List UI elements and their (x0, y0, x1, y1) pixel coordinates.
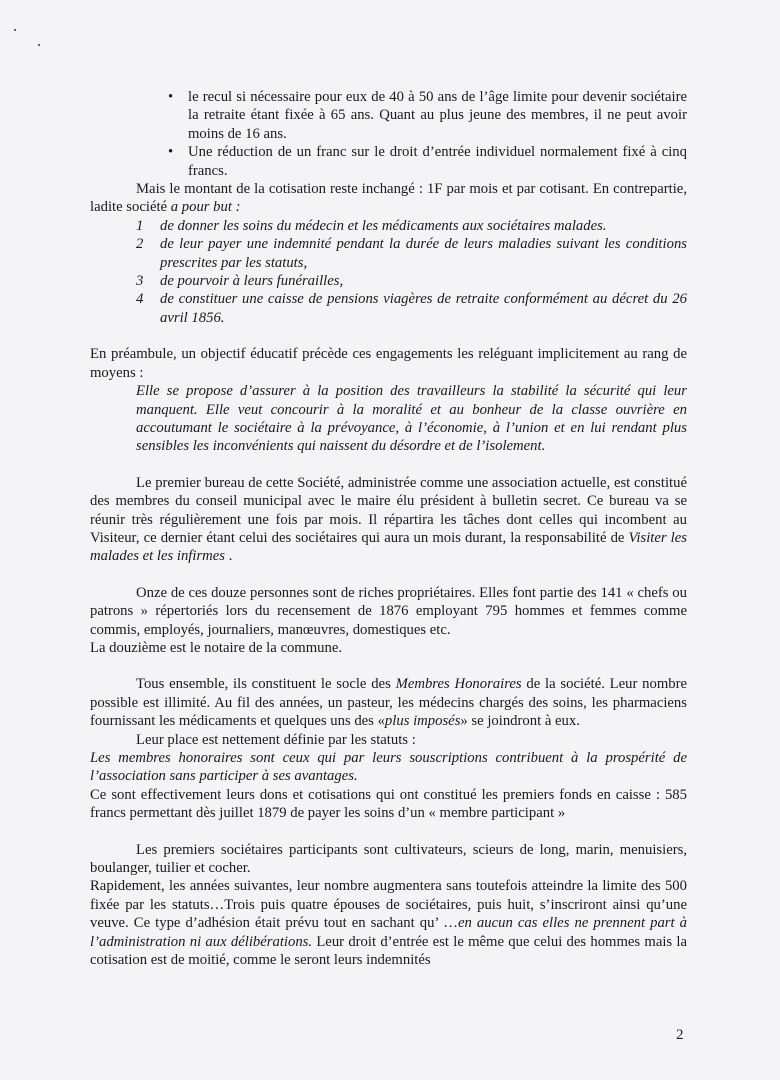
goals-list (90, 217, 687, 327)
paragraph: La douzième est le notaire de la commune. (90, 639, 343, 656)
list-item: 2 de leur payer une indemnité pendant la durée de leurs maladies suivant les conditions prescrites par les statuts, (136, 236, 687, 271)
list-item: 3 de pourvoir à leurs funérailles, (136, 273, 344, 290)
scan-speck (38, 44, 40, 46)
paragraph: Rapidement, les années suivantes, leur nombre augmentera sans toutefois atteindre la limite des 500 fixée par les statuts…Trois puis quatre épouses de sociétaires, puis huit, s’inscriront ainsi qu’une veuve. Ce type d’adhésion était prévu tout en sachant qu’ …en aucun cas elles ne prennent part à l’administration ni aux délibérations. Leur droit d’entrée est le même que celui des hommes mais la cotisation est de moitié, comme le seront leurs indemnités (90, 878, 687, 969)
paragraph: Ce sont effectivement leurs dons et cotisations qui ont constitué les premiers fonds en caisse : 585 francs permettant dès juillet 1879 de payer les soins d’un « membre participant » (90, 786, 687, 822)
paragraph: Le premier bureau de cette Société, administrée comme une association actuelle, est constitué des membres du conseil municipal avec le maire élu président à bulletin secret. Ce bureau va se réunir très régulièrement une fois par mois. Il répartira les tâches dont celles qui incombent au Visiteur, ce dernier étant celui des sociétaires qui aura un mois durant, la responsabilité de Visiter les malades et les infirmes . (90, 474, 688, 565)
paragraph: Onze de ces douze personnes sont de riches propriétaires. Elles font partie des 141 « chefs ou patrons » répertoriés lors du recensement de 1876 employant 795 hommes et femmes comme commis, employés, journaliers, manœuvres, domestiques etc. (90, 584, 687, 638)
bullet-list (168, 88, 687, 180)
quotation: Les membres honoraires sont ceux qui par leurs souscriptions contribuent à la prospérité de l’association sans participer à ses avantages. (90, 750, 687, 785)
scan-speck (14, 29, 16, 31)
quotation: Elle se propose d’assurer à la position des travailleurs la stabilité la sécurité qui leur manquent. Elle veut concourir à la moralité et au bonheur de la classe ouvrière en accoutumant le sociétaire à la prévoyance, à l’économie, à l’union et en lui rendant plus sensibles les inconvénients qui naissent du désordre et de l’isolement. (136, 383, 687, 455)
list-item: 1 de donner les soins du médecin et les médicaments aux sociétaires malades. (136, 217, 607, 234)
list-item: • le recul si nécessaire pour eux de 40 à 50 ans de l’âge limite pour devenir sociétaire la retraite étant fixée à 65 ans. Quant au plus jeune des membres, il ne peut avoir moins de 16 ans. (168, 88, 687, 143)
paragraph: Les premiers sociétaires participants sont cultivateurs, scieurs de long, marin, menuisiers, boulanger, tuilier et cocher. (90, 841, 687, 877)
list-item: 4 de constituer une caisse de pensions viagères de retraite conformément au décret du 26 avril 1856. (136, 291, 687, 326)
paragraph: Tous ensemble, ils constituent le socle des Membres Honoraires de la société. Leur nombre possible est illimité. Au fil des années, un pasteur, les médecins chargés des soins, les pharmaciens fournissant les médicaments et quelques uns des «plus imposés» se joindront à eux. (90, 676, 688, 730)
paragraph: Leur place est nettement définie par les statuts : (136, 731, 416, 748)
page-number: 2 (676, 1027, 684, 1043)
paragraph: En préambule, un objectif éducatif précède ces engagements les reléguant implicitement au rang de moyens : (90, 346, 687, 381)
list-item: • Une réduction de un franc sur le droit d’entrée individuel normalement fixé à cinq francs. (168, 143, 687, 180)
body-text (90, 88, 687, 969)
paragraph: Mais le montant de la cotisation reste inchangé : 1F par mois et par cotisant. En contrepartie, ladite société a pour but : (90, 181, 687, 216)
